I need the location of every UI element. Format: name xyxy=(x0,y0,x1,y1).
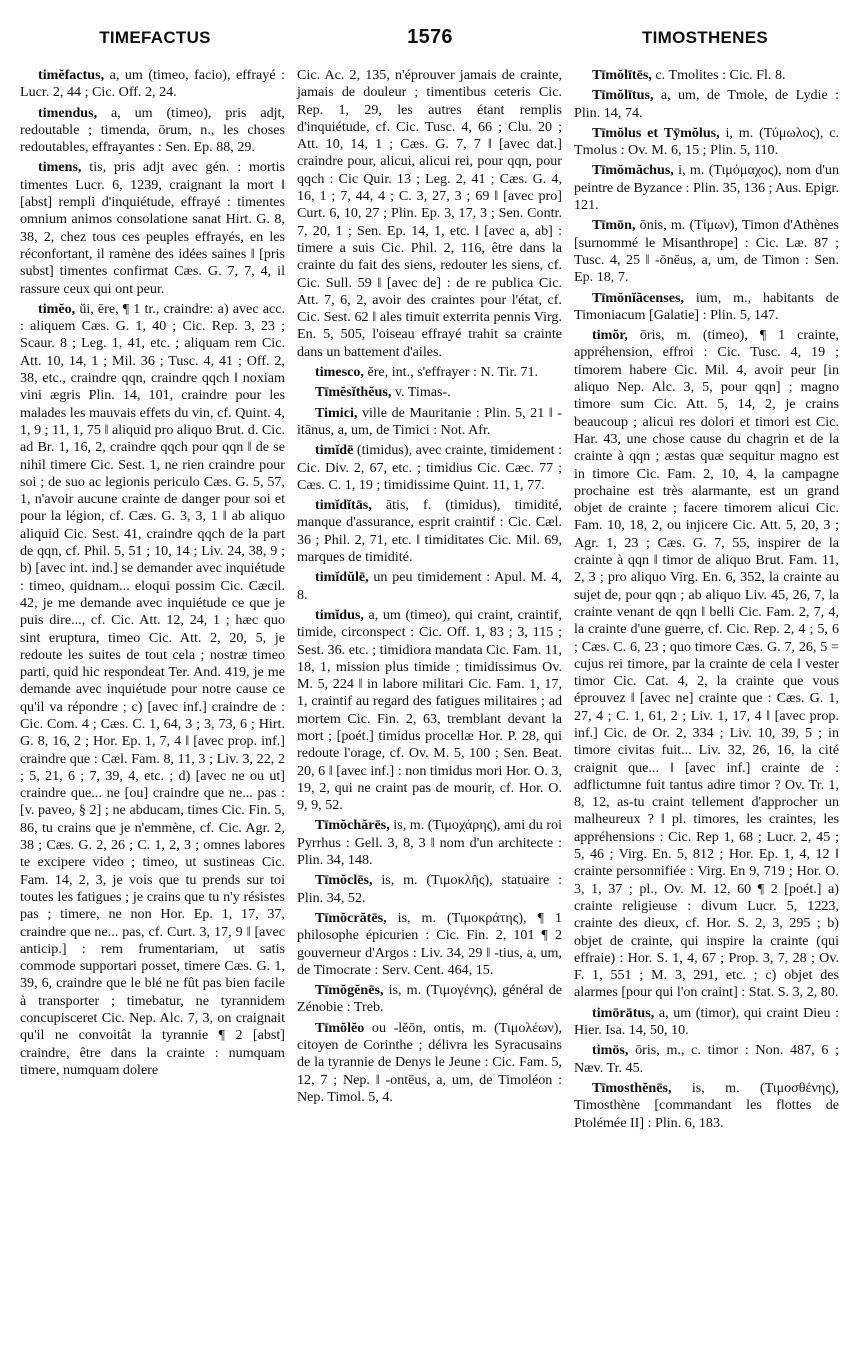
entry-headword: Tīmŏchărēs, xyxy=(315,817,390,834)
entry-definition: ātis, f. (timidus), timidité, manque d'assurance, esprit craintif : Cic. Cæl. 36 ; Phil. 2, 71, etc. ‖ timiditates Cic. Mil. 69, marques de timidité. xyxy=(297,497,562,566)
dictionary-entry xyxy=(297,384,562,401)
dictionary-entry xyxy=(297,872,562,907)
dictionary-entry xyxy=(297,1020,562,1106)
dictionary-entry xyxy=(20,301,285,1079)
entry-headword: Tīmōn, xyxy=(592,217,636,234)
entry-definition: ōris, m., c. timor : Non. 487, 6 ; Næv. Tr. 45. xyxy=(574,1042,839,1076)
entry-headword: Tīmŏmăchus, xyxy=(592,162,674,179)
dictionary-entry xyxy=(297,442,562,494)
column-2 xyxy=(297,67,562,1135)
entry-definition: Cic. Ac. 2, 135, n'éprouver jamais de crainte, jamais de douleur ; timentibus ceteris Cic. Rep. 1, 29, les autres étant remplis d'inquiétude, cf. Cic. Tusc. 4, 66 ; Clu. 20 ; Att. 10, 14, 1 ; Cæs. G. 7, 7 ‖ [avec dat.] craindre pour, alicui, alicui rei, pour qqn, pour qqch : Cic Quir. 13 ; Leg. 2, 41 ; Cæs. G. 4, 16, 1 ; 7, 44, 4 ; C. 3, 27, 3 ; 69 ‖ [avec pro] Curt. 6, 10, 27 ; Plin. Ep. 3, 17, 3 ; Sen. Contr. 7, 20, 1 ; Sen. Ep. 14, 1, etc. ‖ [avec a, ab] : timere a suis Cic. Phil. 2, 116, être dans la crainte du fait des siens, redouter les siens, cf. Cic. Sull. 59 ‖ [avec de] : de re publica Cic. Att. 7, 6, 2, avoir des craintes pour l'état, cf. Cic. Sest. 62 ‖ ales timuit exterrita pennis Virg. En. 5, 505, l'oiseau effrayé trahit sa crainte dans un battement d'ailes. xyxy=(297,67,562,360)
entry-headword: Tīmĕsĭthĕus, xyxy=(315,384,392,401)
columns xyxy=(20,67,840,1135)
page-number: 1576 xyxy=(407,26,453,48)
entry-headword: timōrātus, xyxy=(592,1004,655,1021)
entry-definition: (timidus), avec crainte, timidement : Cic. Div. 2, 67, etc. ; timidius Cic. Cæc. 77 ; Cæs. C. 1, 19 ; timidissime Quint. 11, 1, 77. xyxy=(297,442,562,493)
entry-headword: timĭdĭtās, xyxy=(315,497,372,514)
dictionary-entry xyxy=(297,982,562,1017)
entry-definition: un peu timidement : Apul. M. 4, 8. xyxy=(297,569,562,603)
entry-headword: Tīmŏclēs, xyxy=(315,872,373,889)
dictionary-entry xyxy=(20,159,285,297)
entry-definition: v. Timas-. xyxy=(391,384,451,401)
entry-definition: i, m. (Τιμόμαχος), nom d'un peintre de Byzance : Plin. 35, 136 ; Aus. Epigr. 121. xyxy=(574,162,840,214)
dictionary-entry xyxy=(297,405,562,440)
entry-definition: a, um (timor), qui craint Dieu : Hier. Isa. 14, 50, 10. xyxy=(574,1004,839,1039)
dictionary-entry xyxy=(20,105,285,157)
entry-definition: is, m. (Τιμογένης), général de Zénobie : Treb. xyxy=(297,982,562,1016)
entry-headword: Timici, xyxy=(315,404,358,421)
entry-headword: timesco, xyxy=(315,364,364,381)
running-header xyxy=(20,26,840,59)
entry-definition: ou -lĕōn, ontis, m. (Τιμολέων), citoyen de Corinthe ; délivra les Syracusains de la tyrannie de Denys le Jeune : Cic. Fam. 5, 12, 7 ; Nep. ‖ -ontēus, a, um, de Timoléon : Nep. Timol. 5, 4. xyxy=(297,1019,562,1105)
entry-definition: a, um (timeo), qui craint, craintif, timide, circonspect : Cic. Off. 1, 83 ; 3, 115 ; Sest. 36. etc. ; timidiora mandata Cic. Fam. 11, 18, 1, mission plus timide ; timidissimus Ov. M. 5, 224 ‖ in labore militari Cic. Fam. 1, 17, 1, craintif au regard des fatigues militaires ; ad mortem Cic. Fin. 2, 63, tremblant devant la mort ; [poét.] timidus procellæ Hor. P. 28, qui redoute l'orage, cf. Ov. M. 5, 100 ; Sen. Beat. 20, 6 ‖ [avec inf.] : non timidus mori Hor. O. 3, 19, 2, qui ne craint pas de mourir, cf. Hor. O. 9, 9, 52. xyxy=(297,606,562,814)
entry-headword: timĭdē xyxy=(315,442,354,459)
entry-headword: timĭdŭlē, xyxy=(315,569,369,586)
entry-headword: timĕo, xyxy=(38,300,76,317)
dictionary-entry xyxy=(574,327,839,1002)
dictionary-entry xyxy=(574,162,839,214)
entry-headword: Tīmŏlītus, xyxy=(592,87,654,104)
entry-headword: Tīmŏlĕo xyxy=(315,1019,365,1036)
entry-headword: Tīmŏlītēs, xyxy=(592,67,652,83)
entry-definition: tis, pris adjt avec gén. : mortis timentes Lucr. 6, 1239, craignant la mort ‖ [abst] rempli d'inquiétude, effrayé : timentes omnium animos consolatione sanat Hirt. G. 8, 38, 2, chez tous ces peuples effrayés, en les réconfortant, il ramène des idées saines ‖ [pris subst] timentes confirmat Cæs. G. 7, 7, 4, il rassure ceux qui ont peur. xyxy=(20,159,285,297)
dictionary-entry xyxy=(574,1005,839,1040)
entry-headword: timōs, xyxy=(592,1042,629,1059)
entry-headword: timĭdus, xyxy=(315,606,364,623)
entry-definition: ōnis, m. (Τίμων), Timon d'Athènes [surnommé le Misanthrope] : Cic. Læ. 87 ; Tusc. 4, 25 ‖ -ōnēus, a, um, de Timon : Sen. Ep. 18, 7. xyxy=(574,217,839,286)
entry-headword: timendus, xyxy=(38,104,98,121)
dictionary-entry xyxy=(574,217,839,286)
entry-definition: ōris, m. (timeo), ¶ 1 crainte, appréhension, effroi : Cic. Tusc. 4, 19 ; timorem habere Cic. Mil. 4, avoir peur [in aliquo Nep. Alc. 3, 5, pour qqn] ; magno timore sum Cic. Att. 5, 14, 2, je crains beaucoup ; alicui res dolori et timori est Cic. Har. 43, une chose cause du chagrin et de la crainte à qqn ; æstas quæ sequitur magno est in timore Cic. Fam. 2, 10, 4, la campagne prochaine est très alarmante, est un grand objet de crainte ; facere timorem alicui Cic. Fam. 10, 18, 2, ou injicere Cic. Att. 5, 20, 3 ; Agr. 1, 23 ; Cæs. G. 7, 55, inspirer de la crainte à qqn ‖ timor de aliquo Brut. Fam. 11, 2, 3 ; pro aliquo Virg. En. 6, 352, la crainte au sujet de, pour qqn ; ab aliquo Liv. 45, 26, 7, la crainte venant de qqn ‖ belli Cic. Fam. 2, 7, 4, la crainte d'une guerre, cf. Cic. Rep. 2, 4 ; 5, 6 ; Cæs. C. 6, 23 ; quo timore Cæs. G. 7, 26, 5 = cujus rei timore, par la crainte de cela ‖ vester timor Cic. Cat. 4, 2, la crainte que vous éprouvez ‖ [avec ne] crainte que : Cæs. G. 1, 27, 4 ; C. 1, 61, 2 ; Liv. 1, 17, 4 ‖ [avec prop. inf.] Cic. de Or. 2, 334 ; Liv. 10, 39, 5 ; in timore civitas fuit... Liv. 32, 26, 16, la cité craignit que... ‖ [avec inf.] crainte de : adflictumne fuit tantus adire timor ? Ov. Tr. 1, 8, 12, as-tu craint tellement d'approcher un malheureux ? ‖ pl. timores, les craintes, les appréhensions : Cic. Rep 1, 68 ; Lucr. 2, 45 ; 5, 46 ; Virg. En. 5, 812 ; Hor. Ep. 1, 4, 12 ‖ crainte personnifiée : Virg. En 9, 719 ; Hor. O. 3, 1, 37 ; pl., Ov. M. 12, 60 ¶ 2 [poét.] a) crainte religieuse : divum Lucr. 5, 1223, crainte des dieux, cf. Hor. S. 2, 3, 295 ; b) objet de crainte, qui inspire la crainte (qui effraie) : Hor. S. 1, 4, 67 ; Prop. 3, 7, 28 ; Ov. F. 1, 551 ; M. 3, 291, etc. ; c) objet des alarmes [pour qui l'on craint] : Stat. S. 3, 2, 80. xyxy=(574,327,839,1001)
entry-headword: Tīmŏcrătēs, xyxy=(315,909,387,926)
entry-headword: Tīmŏlus et Tȳmŏlus, xyxy=(592,124,720,141)
entry-headword: timŏr, xyxy=(592,327,628,344)
entry-headword: Tīmŏnĭăcenses, xyxy=(592,289,685,306)
entry-definition: c. Tmolites : Cic. Fl. 8. xyxy=(651,67,786,83)
entry-definition: i, m. (Τύμωλος), c. Tmolus : Ov. M. 6, 15 ; Plin. 5, 110. xyxy=(574,124,839,159)
entry-definition: a, um (timeo, facio), effrayé : Lucr. 2, 44 ; Cic. Off. 2, 24. xyxy=(20,67,285,101)
entry-definition: ium, m., habitants de Timoniacum [Galatie] : Plin. 5, 147. xyxy=(574,289,839,323)
dictionary-entry xyxy=(574,290,839,325)
dictionary-entry xyxy=(574,1080,839,1132)
column-1 xyxy=(20,67,285,1135)
dictionary-entry xyxy=(297,67,562,361)
entry-headword: Tīmosthĕnēs, xyxy=(592,1079,672,1096)
entry-definition: is, m. (Τιμοχάρης), ami du roi Pyrrhus : Gell. 3, 8, 3 ‖ nom d'un architecte : Plin. 34, 148. xyxy=(297,817,562,869)
entry-headword: timens, xyxy=(38,159,82,176)
dictionary-entry xyxy=(297,497,562,566)
header-first-word: TIMEFACTUS xyxy=(99,28,211,47)
entry-definition: is, m. (Τιμοσθένης), Timosthène [commandant les flottes de Ptolémée II] : Plin. 6, 183. xyxy=(574,1079,839,1131)
dictionary-entry xyxy=(574,125,839,160)
dictionary-entry xyxy=(297,910,562,979)
dictionary-entry xyxy=(297,607,562,815)
entry-definition: is, m. (Τιμοκράτης), ¶ 1 philosophe épicurien : Cic. Fin. 2, 101 ¶ 2 gouverneur d'Argos : Liv. 34, 29 ‖ -tius, a, um, de Timocrate : Serv. Cent. 464, 15. xyxy=(297,909,562,978)
dictionary-entry xyxy=(20,67,285,102)
entry-definition: is, m. (Τιμοκλῆς), statuaire : Plin. 34, 52. xyxy=(297,872,562,906)
dictionary-entry xyxy=(297,364,562,381)
entry-headword: timĕfactus, xyxy=(38,67,105,83)
dictionary-entry xyxy=(574,87,839,122)
dictionary-entry xyxy=(297,817,562,869)
entry-definition: a, um, de Tmole, de Lydie : Plin. 14, 74. xyxy=(574,87,839,121)
column-3 xyxy=(574,67,839,1135)
dictionary-entry xyxy=(574,67,839,84)
entry-definition: ĕre, int., s'effrayer : N. Tir. 71. xyxy=(363,364,539,381)
header-last-word: TIMOSTHENES xyxy=(641,28,769,47)
dictionary-entry xyxy=(574,1042,839,1077)
entry-definition: a, um (timeo), pris adjt, redoutable ; timenda, ōrum, n., les choses redoutables, effrayantes : Sen. Ep. 88, 29. xyxy=(20,104,285,156)
entry-headword: Tīmŏgĕnēs, xyxy=(315,982,384,999)
entry-definition: ŭi, ēre, ¶ 1 tr., craindre: a) avec acc. : aliquem Cæs. G. 1, 40 ; Cic. Rep. 3, 23 ; Scaur. 8 ; Leg. 1, 41, etc. ; aliquam rem Cic. Att. 10, 14, 1 ; Mil. 36 ; Tusc. 4, 41 ; Off. 2, 38, etc., craindre qqn, craindre qqch ‖ noxiam vini ægris Plin. 14, 101, craindre pour les malades les mauvais effets du vin, cf. Quint. 4, 1, 9 ; 11, 1, 75 ‖ aliquid pro aliquo Brut. d. Cic. ad Br. 1, 16, 2, craindre qqch pour qqn ‖ de se nihil timere Cic. Sest. 1, ne rien craindre pour soi ; de suo ac legionis periculo Cæs. G. 5, 57, 1, n'avoir aucune crainte de danger pour soi et pour la légion, cf. Cæs. G. 3, 3, 1 ‖ ab aliquo aliquid Cic. Sest. 41, craindre qqch de la part de qqn, cf. Phil. 5, 51 ; 10, 14 ; Liv. 24, 38, 9 ; b) [avec int. ind.] se demander avec inquiétude : timeo, quidnam... eloqui possim Cic. Cæcil. 42, je me demande avec inquiétude ce que je puis dire..., cf. Cic. Att. 12, 24, 1 ; hæc quo sint eruptura, timeo Cic. Att. 2, 20, 5, je redoute les suites de tout cela ; nostræ timeo parti, quid hic respondeat Ter. And. 419, je me demande avec inquiétude pour notre cause ce qu'il va répondre ; c) [avec inf.] craindre de : Cic. Com. 4 ; Cæs. C. 1, 64, 3 ; 3, 73, 6 ; Hirt. G. 8, 16, 2 ; Hor. Ep. 1, 7, 4 ‖ [avec prop. inf.] craindre que : Cæl. Fam. 8, 11, 3 ; Liv. 3, 22, 2 ; 5, 21, 6 ; 7, 39, 4, etc. ; d) [avec ne ou ut] craindre que... ne [ou] craindre que ne... pas : [v. paveo, § 2] ; ne abducam, times Cic. Fin. 5, 86, tu crains que je n'emmène, cf. Cic. Agr. 2, 38 ; Cæs. G. 2, 26 ; C. 1, 2, 3 ; omnes labores te excipere video ; timeo, ut sustineas Cic. Fam. 14, 2, 3, je vois que tu prends sur toi toutes les fatigues ; je crains que tu n'y résistes pas ; timere, ne non Hor. Ep. 1, 17, 37, craindre que ne... pas, cf. Curt. 3, 17, 9 ‖ [avec anticip.] : rem frumentariam, ut satis commode supportari posset, timere Cæs. G. 1, 39, 6, craindre que le blé ne fût pas bien facile à transporter ; timebatur, ne tyrannidem concupisceret Cic. Nep. Alc. 7, 3, on craignait qu'il ne convoitât la tyrannie ¶ 2 [abst] craindre, être dans la crainte : numquam timere, numquam dolere xyxy=(20,300,285,1078)
entry-definition: ville de Mauritanie : Plin. 5, 21 ‖ -itānus, a, um, de Timici : Not. Afr. xyxy=(297,404,562,438)
dictionary-entry xyxy=(297,569,562,604)
